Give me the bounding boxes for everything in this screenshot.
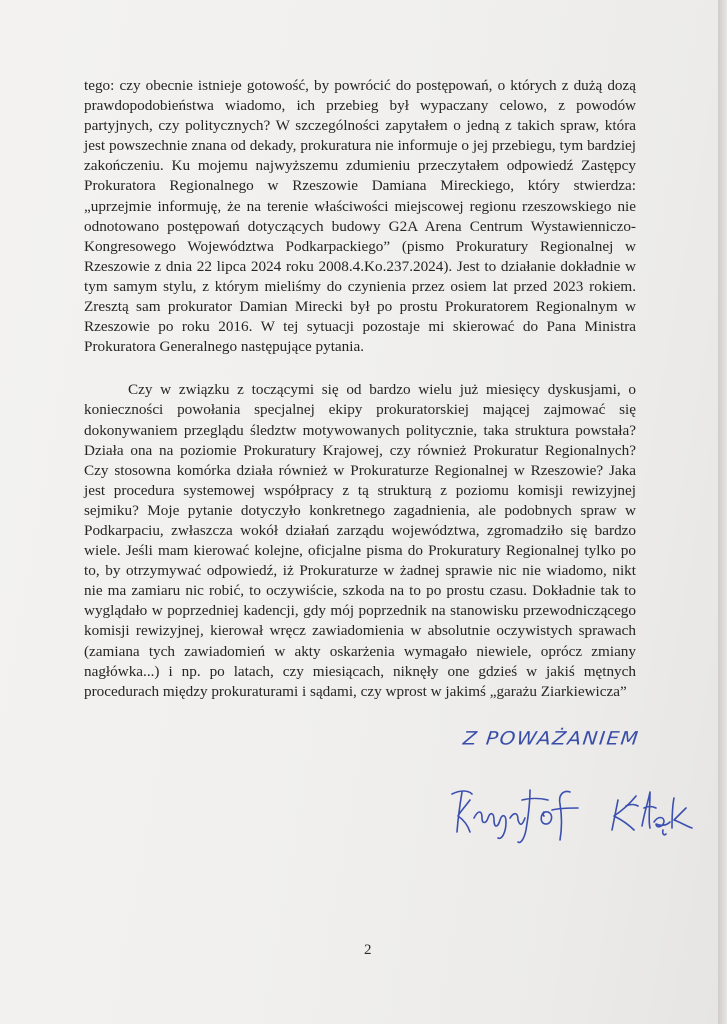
paper-edge [718,0,727,1024]
page-number: 2 [364,942,372,958]
paragraph-2: Czy w związku z toczącymi się od bardzo wielu już miesięcy dyskusjami, o konieczności powołania specjalnej ekipy prokuratorskiej mającej zajmować się dokonywaniem przeglądu śledztw motywowanych politycznie, taka struktura powstała? Działa ona na poziomie Prokuratury Krajowej, czy również Prokuratur Regionalnych? Czy stosowna komórka działa również w Prokuraturze Regionalnej w Rzeszowie? Jaka jest procedura systemowej współpracy z tą strukturą z poziomu komisji rewizyjnej sejmiku? Moje pytanie dotyczyło konkretnego zagadnienia, ale podobnych spraw w Podkarpaciu, zwłaszcza wokół działań zarządu województwa, zgromadziło się bardzo wiele. Jeśli mam kierować kolejne, oficjalne pisma do Prokuratury Regionalnej tylko po to, by otrzymywać odpowiedź, iż Prokuraturze w żadnej sprawie nic nie wiadomo, nikt nie ma zamiaru nic robić, to oczywiście, szkoda na to po prostu czasu. Dokładnie tak to wyglądało w poprzedniej kadencji, gdy mój poprzednik na stanowisku przewodniczącego komisji rewizyjnej, kierował wręcz zawiadomienia w absolutnie oczywistych sprawach (zamiana tych zawiadomień w akty oskarżenia wymagało niewiele, oprócz zmiany nagłówka...) i np. po latach, czy miesiącach, niknęły one gdzieś w jakiś mętnych procedurach między prokuraturami i sądami, czy wprost w jakimś „garażu Ziarkiewicza” [84,381,636,700]
signature-drawing [430,778,720,850]
closing-salutation [463,722,683,762]
closing-text: Z POWAŻANIEM [461,726,641,750]
body-text [84,76,636,702]
paragraph-1: tego: czy obecnie istnieje gotowość, by powrócić do postępowań, o których z dużą dozą prawdopodobieństwa wiadomo, ich przebieg był wypaczany celowo, z powodów partyjnych, czy politycznych? W szczególności zapytałem o jedną z takich spraw, która jest powszechnie znana od dekady, prokuratura nie informuje o jej przebiegu, tym bardziej zakończeniu. Ku mojemu najwyższemu zdumieniu przeczytałem odpowiedź Zastępcy Prokuratora Regionalnego w Rzeszowie Damiana Mireckiego, który stwierdza: „uprzejmie informuję, że na terenie właściwości miejscowej regionu rzeszowskiego nie odnotowano postępowań dotyczących budowy G2A Arena Centrum Wystawienniczo-Kongresowego Województwa Podkarpackiego” (pismo Prokuratury Regionalnej w Rzeszowie z dnia 22 lipca 2024 roku 2008.4.Ko.237.2024). Jest to działanie dokładnie w tym samym stylu, z którym mieliśmy do czynienia przez osiem lat przed 2023 rokiem. Zresztą sam prokurator Damian Mirecki był po prostu Prokuratorem Regionalnym w Rzeszowie po roku 2016. W tej sytuacji pozostaje mi skierować do Pana Ministra Prokuratora Generalnego następujące pytania. [84,77,636,356]
handwritten-signature [430,778,720,850]
